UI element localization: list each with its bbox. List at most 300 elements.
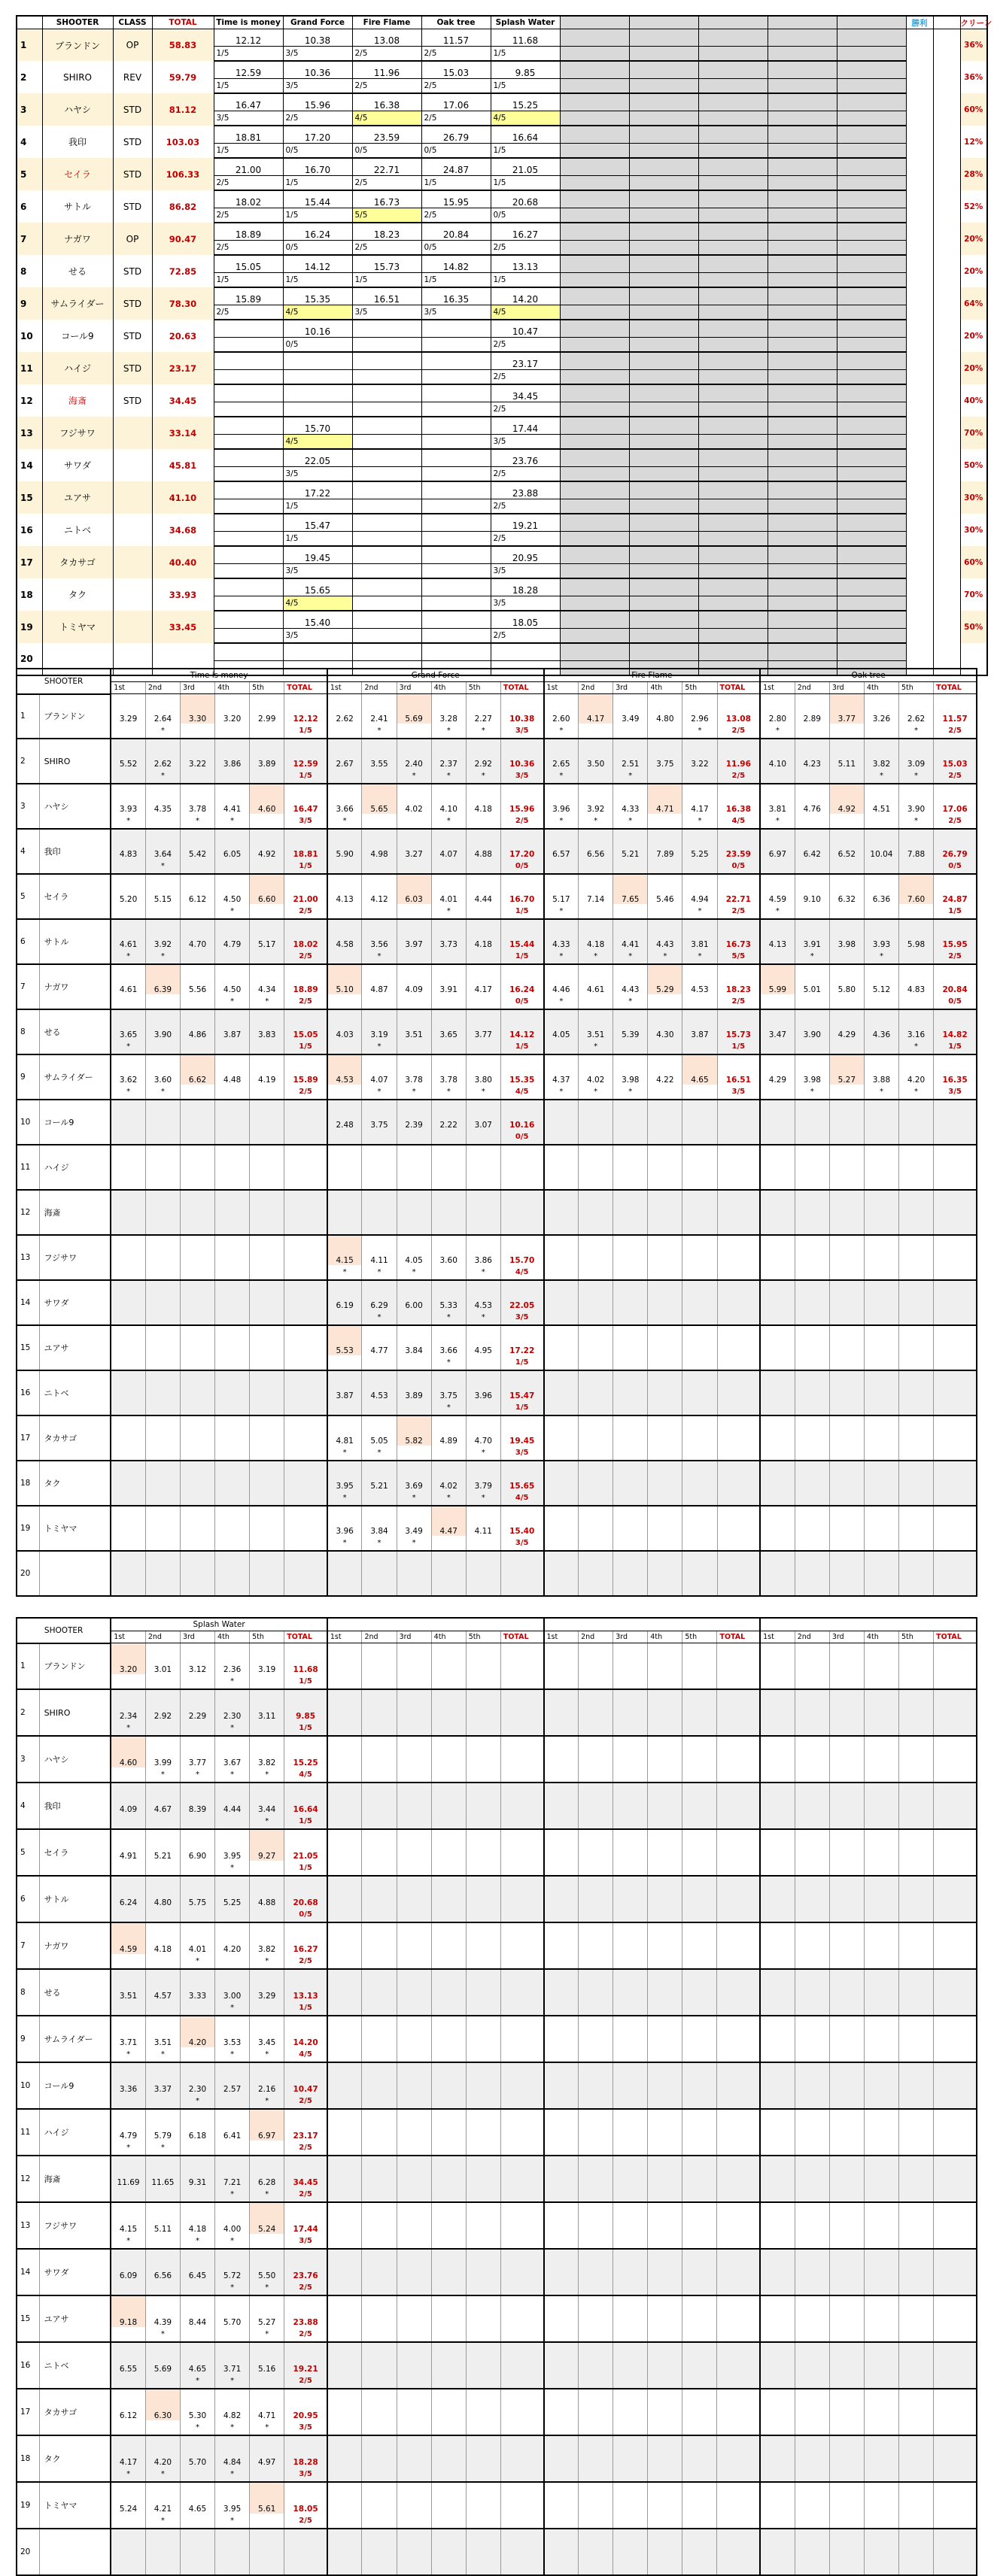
detail-row — [17, 1969, 977, 2001]
shot-star: * — [544, 949, 579, 964]
shot-time: 4.70 — [466, 1415, 500, 1446]
shot-star — [864, 1355, 898, 1370]
stage-clean-count — [717, 1355, 760, 1370]
shot-star — [327, 1907, 362, 1922]
stage-time: 16.35 — [421, 287, 491, 305]
shot-time — [466, 2062, 500, 2094]
shot-time — [215, 2529, 250, 2560]
shot-time — [180, 1145, 214, 1175]
shot-star — [215, 2327, 250, 2342]
shot-time: 4.79 — [111, 2109, 145, 2141]
stage-time — [352, 352, 421, 370]
stage-total: 17.06 — [934, 784, 977, 814]
empty-stage-cell — [629, 352, 698, 370]
stage-clean — [214, 532, 283, 547]
shot-time — [579, 1922, 613, 1954]
shot-star: * — [431, 1310, 466, 1325]
shot-star — [795, 1491, 829, 1506]
empty-stage-cell — [698, 320, 768, 338]
spacer-cell — [933, 352, 960, 384]
shot-star — [795, 1581, 829, 1596]
shot-time — [613, 2062, 648, 2094]
shot-time: 4.88 — [250, 1876, 284, 1907]
shot-star — [145, 1310, 180, 1325]
shot-star — [250, 2374, 284, 2389]
stage-total: 16.38 — [717, 784, 760, 814]
shot-star — [362, 1721, 397, 1736]
stage-clean: 1/5 — [491, 273, 560, 288]
shot-star — [362, 994, 397, 1009]
shot-time: 5.98 — [899, 919, 934, 949]
stage-clean-count — [717, 2187, 760, 2202]
shot-time: 3.92 — [579, 784, 613, 814]
shot-star — [682, 1400, 717, 1415]
shot-time: 9.31 — [180, 2156, 214, 2187]
shot-star — [431, 2467, 466, 2482]
detail-row — [17, 874, 977, 904]
stage-clean-count — [284, 1355, 327, 1370]
shot-time: 4.18 — [145, 1922, 180, 1954]
shot-star — [682, 2327, 717, 2342]
shot-time — [648, 2342, 682, 2374]
shot-star — [829, 2141, 864, 2156]
shot-time: 6.42 — [795, 829, 829, 859]
detail-row — [17, 1551, 977, 1581]
shot-star: * — [899, 724, 934, 739]
shot-time — [682, 1783, 717, 1814]
shot-star — [864, 1310, 898, 1325]
stage-clean-count — [500, 2001, 543, 2016]
detail-row-stars — [17, 769, 977, 784]
stage-time: 26.79 — [421, 126, 491, 144]
stage-total — [934, 1506, 977, 1536]
shot-star — [613, 1814, 648, 1829]
stage-clean-count — [717, 1674, 760, 1689]
stage-clean-count — [500, 2327, 543, 2342]
shot-star — [180, 2187, 214, 2202]
shot-time: 3.79 — [466, 1461, 500, 1491]
shot-time — [145, 1461, 180, 1491]
shot-time: 4.59 — [760, 874, 795, 904]
shooter-row — [17, 126, 987, 144]
detail-row — [17, 1280, 977, 1310]
stage-total: 10.16 — [500, 1100, 543, 1130]
shot-time: 6.56 — [579, 829, 613, 859]
shooter-name: ユアサ — [39, 2295, 111, 2342]
shot-time — [431, 1969, 466, 2001]
shot-time — [544, 1280, 579, 1310]
stage-total — [717, 1922, 760, 1954]
empty-stage-cell — [629, 126, 698, 144]
stage-clean-count — [284, 1536, 327, 1551]
stage-total: 15.35 — [500, 1054, 543, 1085]
shot-time — [795, 1876, 829, 1907]
shot-star — [397, 1907, 431, 1922]
shot-time — [760, 2435, 795, 2467]
shot-time — [682, 2156, 717, 2187]
shooter-class: STD — [113, 384, 152, 417]
shot-star — [864, 814, 898, 829]
shot-time — [613, 1145, 648, 1175]
shot-time — [613, 1506, 648, 1536]
stage-total — [500, 1643, 543, 1675]
shot-star — [431, 2047, 466, 2062]
shot-star — [362, 1355, 397, 1370]
shot-time: 3.98 — [829, 919, 864, 949]
empty-stage-cell — [560, 596, 629, 611]
stage-clean: 3/5 — [421, 305, 491, 320]
shot-time — [760, 1190, 795, 1220]
stage-total — [500, 2156, 543, 2187]
shot-time: 6.24 — [111, 1876, 145, 1907]
empty-stage-cell — [698, 190, 768, 208]
shot-star — [795, 859, 829, 874]
shot-star — [795, 2234, 829, 2249]
shot-column-header: 5th — [899, 682, 934, 694]
shooter-name: せる — [39, 1009, 111, 1054]
shot-star: * — [250, 2420, 284, 2435]
detail-row — [17, 2016, 977, 2047]
row-number: 8 — [17, 1969, 39, 2016]
shot-column-header: 5th — [899, 1631, 934, 1643]
shot-time: 7.89 — [648, 829, 682, 859]
shot-star — [795, 2467, 829, 2482]
shot-time — [829, 1689, 864, 1721]
shot-time — [327, 2109, 362, 2141]
shot-star — [648, 2094, 682, 2109]
shot-time: 3.86 — [466, 1235, 500, 1265]
shot-star — [829, 994, 864, 1009]
shot-star — [682, 2560, 717, 2575]
shooter-name: ハヤシ — [39, 1736, 111, 1783]
shot-time: 2.39 — [397, 1100, 431, 1130]
stage-clean — [352, 338, 421, 353]
clean-rate: 50% — [960, 449, 987, 481]
shot-time: 3.78 — [431, 1054, 466, 1085]
shot-time — [795, 2342, 829, 2374]
stage-clean-count — [284, 2560, 327, 2575]
stage-total — [500, 2482, 543, 2514]
shot-time: 3.19 — [362, 1009, 397, 1039]
shot-column-header: 3rd — [180, 1631, 214, 1643]
stage-total — [284, 1100, 327, 1130]
shot-column-header: 3rd — [829, 682, 864, 694]
stage-total — [934, 2295, 977, 2327]
shot-time — [829, 1783, 864, 1814]
stage-time: 15.25 — [491, 93, 560, 111]
shot-time — [579, 1461, 613, 1491]
stage-header: Grand Force — [283, 16, 352, 29]
stage-time: 17.06 — [421, 93, 491, 111]
row-number: 13 — [17, 417, 42, 449]
spacer-cell — [933, 449, 960, 481]
shot-time — [760, 2109, 795, 2141]
shot-time — [648, 2202, 682, 2234]
shot-time: 2.22 — [431, 1100, 466, 1130]
shot-star — [327, 2234, 362, 2249]
shooter-name: ハヤシ — [39, 784, 111, 829]
stage-total — [934, 2342, 977, 2374]
shot-star — [899, 1130, 934, 1145]
shooter-total: 59.79 — [152, 61, 214, 93]
stage-clean-count: 4/5 — [284, 1767, 327, 1783]
shot-time: 8.44 — [180, 2295, 214, 2327]
shot-star: * — [215, 2001, 250, 2016]
shot-time — [431, 2342, 466, 2374]
shot-star: * — [579, 1039, 613, 1054]
stage-total — [717, 1145, 760, 1175]
shot-time: 6.03 — [397, 874, 431, 904]
empty-stage-cell — [629, 61, 698, 79]
shot-star — [362, 2467, 397, 2482]
shot-time — [648, 1643, 682, 1675]
shot-time — [466, 1643, 500, 1675]
shot-star — [829, 2420, 864, 2435]
detail-row — [17, 829, 977, 859]
shot-time — [648, 1280, 682, 1310]
stage-total: 14.82 — [934, 1009, 977, 1039]
shot-time — [215, 1461, 250, 1491]
clean-rate: 60% — [960, 546, 987, 578]
shot-star — [899, 1581, 934, 1596]
stage-time: 23.59 — [352, 126, 421, 144]
row-number: 14 — [17, 449, 42, 481]
shot-star — [899, 1446, 934, 1461]
shooter-total: 45.81 — [152, 449, 214, 481]
shot-star — [760, 1355, 795, 1370]
shot-time — [397, 2435, 431, 2467]
shot-star — [466, 1039, 500, 1054]
shot-time — [145, 1145, 180, 1175]
shooter-total: 103.03 — [152, 126, 214, 158]
shot-star — [760, 1767, 795, 1783]
empty-stage-cell — [560, 402, 629, 417]
shot-time — [362, 2109, 397, 2141]
shot-time: 4.44 — [466, 874, 500, 904]
shot-time — [362, 1643, 397, 1675]
shot-time: 4.84 — [215, 2435, 250, 2467]
shooter-name: サワダ — [39, 2249, 111, 2295]
stage-clean-count: 1/5 — [934, 904, 977, 919]
shooter-name: ナガワ — [39, 1922, 111, 1969]
stage-clean — [421, 499, 491, 514]
row-number: 19 — [17, 2482, 39, 2529]
shot-time — [760, 1876, 795, 1907]
stage-clean-count — [717, 1767, 760, 1783]
shot-star — [111, 2001, 145, 2016]
shooter-total: 90.47 — [152, 223, 214, 255]
row-number: 11 — [17, 2109, 39, 2156]
row-number: 18 — [17, 578, 42, 611]
stage-time — [421, 352, 491, 370]
stage-clean-count — [717, 1130, 760, 1145]
shot-time — [829, 1969, 864, 2001]
shot-star: * — [215, 904, 250, 919]
shot-star — [111, 2514, 145, 2529]
stage-clean-count — [284, 1130, 327, 1145]
empty-stage-cell — [768, 305, 837, 320]
shot-time: 4.41 — [613, 919, 648, 949]
stage-clean — [352, 402, 421, 417]
shot-time — [613, 2249, 648, 2280]
shot-star — [145, 2187, 180, 2202]
shot-star — [864, 2420, 898, 2435]
shot-time — [180, 1325, 214, 1355]
shot-time — [682, 1325, 717, 1355]
empty-stage-cell — [837, 287, 906, 305]
stage-time: 11.68 — [491, 29, 560, 47]
stage-clean: 3/5 — [283, 79, 352, 94]
shot-star — [180, 1674, 214, 1689]
shot-star — [327, 724, 362, 739]
shot-time: 3.89 — [250, 739, 284, 769]
shot-time: 6.62 — [180, 1054, 214, 1085]
detail-row-stars — [17, 1130, 977, 1145]
stage-clean — [352, 629, 421, 644]
shot-time — [829, 1145, 864, 1175]
stage-clean: 2/5 — [352, 79, 421, 94]
stage-clean-count — [500, 1175, 543, 1190]
stage-clean-count — [717, 2001, 760, 2016]
stage-time — [352, 611, 421, 629]
stage-total — [717, 1643, 760, 1675]
stage-clean-count: 1/5 — [934, 1039, 977, 1054]
shot-star: * — [145, 724, 180, 739]
shot-star — [362, 1130, 397, 1145]
stage-total — [934, 2016, 977, 2047]
shot-time — [397, 1829, 431, 1861]
shot-star — [215, 1130, 250, 1145]
shot-star — [579, 2420, 613, 2435]
shot-star — [250, 2560, 284, 2575]
shot-star — [180, 1814, 214, 1829]
shooter-total: 41.10 — [152, 481, 214, 514]
shot-time — [544, 2389, 579, 2420]
shot-time — [795, 2109, 829, 2141]
stage-time: 16.70 — [283, 158, 352, 176]
shot-time: 5.50 — [250, 2249, 284, 2280]
stage-clean-count: 3/5 — [500, 724, 543, 739]
shot-time: 5.46 — [648, 874, 682, 904]
shot-star: * — [215, 2047, 250, 2062]
shot-star — [327, 769, 362, 784]
shot-star — [864, 1175, 898, 1190]
stage-clean-count: 5/5 — [717, 949, 760, 964]
shot-time: 5.21 — [145, 1829, 180, 1861]
shot-star — [466, 2280, 500, 2295]
row-number: 8 — [17, 1009, 39, 1054]
shot-time: 3.89 — [397, 1370, 431, 1400]
shot-time — [864, 2156, 898, 2187]
stage-clean-count — [717, 1175, 760, 1190]
shot-time — [397, 1643, 431, 1675]
stage-clean-count — [500, 1954, 543, 1969]
stage-time: 16.38 — [352, 93, 421, 111]
shot-time — [795, 1325, 829, 1355]
detail-row-stars — [17, 1400, 977, 1415]
empty-stage-cell — [560, 126, 629, 144]
empty-stage-header — [560, 16, 629, 29]
shot-time — [180, 1280, 214, 1310]
shot-time: 7.21 — [215, 2156, 250, 2187]
shot-column-header: 4th — [431, 1631, 466, 1643]
shot-star — [327, 2094, 362, 2109]
shot-star — [795, 1130, 829, 1145]
stage-clean-count — [500, 1581, 543, 1596]
shooter-name: 我印 — [42, 126, 113, 158]
stage-clean-count — [500, 1907, 543, 1922]
shot-time — [864, 2202, 898, 2234]
shot-time — [397, 2202, 431, 2234]
stage-time — [352, 643, 421, 661]
stage-total: 26.79 — [934, 829, 977, 859]
spacer-cell — [933, 611, 960, 643]
stage-clean-count — [717, 1581, 760, 1596]
shot-time — [466, 2482, 500, 2514]
row-number: 20 — [17, 1551, 39, 1596]
shot-star: * — [397, 1265, 431, 1280]
detail-row-stars — [17, 2187, 977, 2202]
empty-stage-cell — [837, 208, 906, 223]
shot-time — [579, 2482, 613, 2514]
stage-total — [284, 1506, 327, 1536]
empty-stage-cell — [768, 643, 837, 661]
shot-time — [829, 1370, 864, 1400]
shot-star — [648, 1355, 682, 1370]
shot-time — [795, 1829, 829, 1861]
stage-time: 15.03 — [421, 61, 491, 79]
shooter-name: トミヤマ — [42, 611, 113, 643]
shot-time — [215, 1235, 250, 1265]
shot-star — [111, 1536, 145, 1551]
shot-time: 6.12 — [180, 874, 214, 904]
stage-time: 23.17 — [491, 352, 560, 370]
shot-star: * — [145, 1085, 180, 1100]
shot-star — [362, 1814, 397, 1829]
shot-star — [648, 1446, 682, 1461]
shot-star — [111, 1861, 145, 1876]
shot-star — [899, 1861, 934, 1876]
shot-time — [899, 1829, 934, 1861]
shot-star — [829, 2514, 864, 2529]
shot-star: * — [180, 1767, 214, 1783]
shot-star — [682, 2001, 717, 2016]
shot-column-header: 2nd — [795, 682, 829, 694]
spacer-header — [933, 16, 960, 29]
shot-time: 3.47 — [760, 1009, 795, 1039]
shot-star — [579, 904, 613, 919]
shooter-total: 106.33 — [152, 158, 214, 190]
shot-star — [327, 1861, 362, 1876]
shooter-name: ブランドン — [39, 694, 111, 739]
shot-time — [327, 2482, 362, 2514]
stage-total — [284, 1370, 327, 1400]
shot-star — [579, 1907, 613, 1922]
shot-star — [579, 1446, 613, 1461]
shot-time — [760, 2482, 795, 2514]
shot-time: 4.91 — [111, 1829, 145, 1861]
shot-time: 3.00 — [215, 1969, 250, 2001]
stage-clean-count — [934, 2467, 977, 2482]
stage-time — [214, 352, 283, 370]
shot-time — [648, 1551, 682, 1581]
shot-star — [466, 1130, 500, 1145]
empty-stage-cell — [629, 79, 698, 94]
stage-clean-count: 4/5 — [717, 814, 760, 829]
stage-clean-count — [934, 1767, 977, 1783]
shot-star — [579, 2047, 613, 2062]
shot-time: 6.60 — [250, 874, 284, 904]
